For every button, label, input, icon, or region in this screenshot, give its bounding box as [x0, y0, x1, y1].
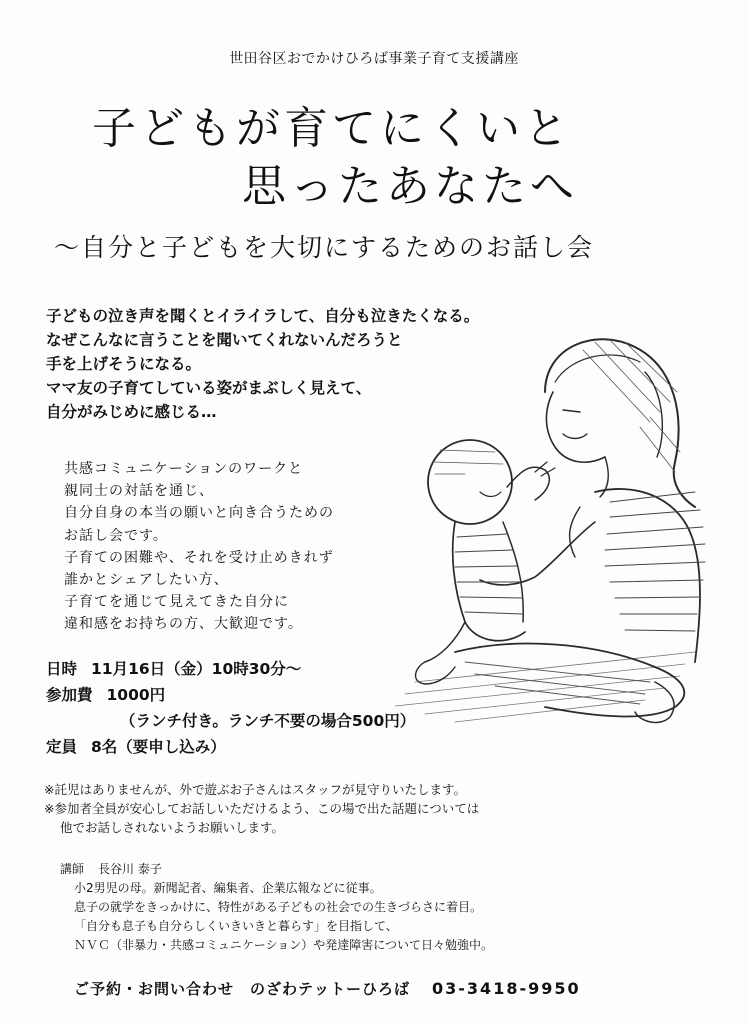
contact-label: ご予約・お問い合わせ のざわテットーひろば: [74, 980, 411, 998]
lecturer-label: 講師: [60, 862, 85, 876]
description-text: [64, 458, 334, 636]
lecturer-name: 長谷川 泰子: [98, 862, 162, 876]
date-label: 日時: [46, 660, 78, 678]
phone-number: 03-3418-9950: [432, 979, 581, 998]
description-line: 共感コミュニケーションのワークと: [64, 461, 304, 477]
description-line: 違和感をお持ちの方、大歓迎です。: [64, 616, 303, 633]
capacity-label: 定員: [46, 738, 78, 756]
fee-value: 1000円: [106, 686, 166, 704]
lead-line: ママ友の子育てしている姿がまぶしく見えて、: [46, 379, 372, 397]
lecturer-bio-line: ＮＶＣ（非暴力・共感コミュニケーション）や発達障害について日々勉強中。: [74, 938, 494, 952]
capacity-row: [46, 734, 415, 760]
description-line: お話し会です。: [64, 527, 168, 544]
lead-line: 手を上げそうになる。: [46, 355, 202, 373]
date-value: 11月16日（金）10時30分～: [91, 660, 302, 678]
lecturer-heading: [60, 860, 493, 879]
description-line: 子育ての困難や、それを受け止めきれず: [64, 549, 334, 566]
lead-line: 子どもの泣き声を聞くとイライラして、自分も泣きたくなる。: [46, 307, 480, 325]
lecturer-bio-line: 「自分も息子も自分らしくいきいきと暮らす」を目指して、: [74, 919, 398, 933]
mother-child-sketch: [395, 322, 730, 742]
note-line: ※参加者全員が安心してお話しいただけるよう、この場で出た話題については: [44, 801, 480, 816]
note-line: ※託児はありませんが、外で遊ぶお子さんはスタッフが見守りいたします。: [44, 782, 466, 797]
description-line: 子育てを通じて見えてきた自分に: [64, 594, 289, 611]
lecturer-bio-line: 息子の就学をきっかけに、特性がある子どもの社会での生きづらさに着目。: [74, 900, 483, 914]
title-line-1: 子どもが育てにくいと: [92, 103, 572, 154]
description-line: 親同士の対話を通じ、: [64, 483, 214, 500]
fee-row: [46, 682, 415, 708]
fee-label: 参加費: [46, 686, 93, 704]
subtitle: ～自分と子どもを大切にするためのお話し会: [54, 233, 595, 262]
lead-line: なぜこんなに言うことを聞いてくれないんだろうと: [46, 331, 403, 349]
date-row: [46, 656, 415, 682]
notes: [44, 780, 479, 837]
title-line-2: 思ったあなたへ: [242, 161, 578, 212]
lecturer-bio-line: 小2男児の母。新聞記者、編集者、企業広報などに従事。: [74, 881, 382, 895]
event-info: [46, 656, 415, 760]
lead-line: 自分がみじめに感じる…: [46, 403, 217, 421]
description-line: 誰かとシェアしたい方、: [64, 572, 229, 589]
capacity-value: 8名（要申し込み）: [91, 738, 226, 756]
note-line: 他でお話しされないようお願いします。: [60, 820, 285, 835]
fee-note: （ランチ付き。ランチ不要の場合500円）: [120, 712, 416, 730]
contact-line: [74, 978, 581, 999]
description-line: 自分自身の本当の願いと向き合うための: [64, 505, 334, 522]
organizer-line: 世田谷区おでかけひろば事業子育て支援講座: [229, 51, 519, 67]
lecturer-section: [60, 860, 493, 955]
